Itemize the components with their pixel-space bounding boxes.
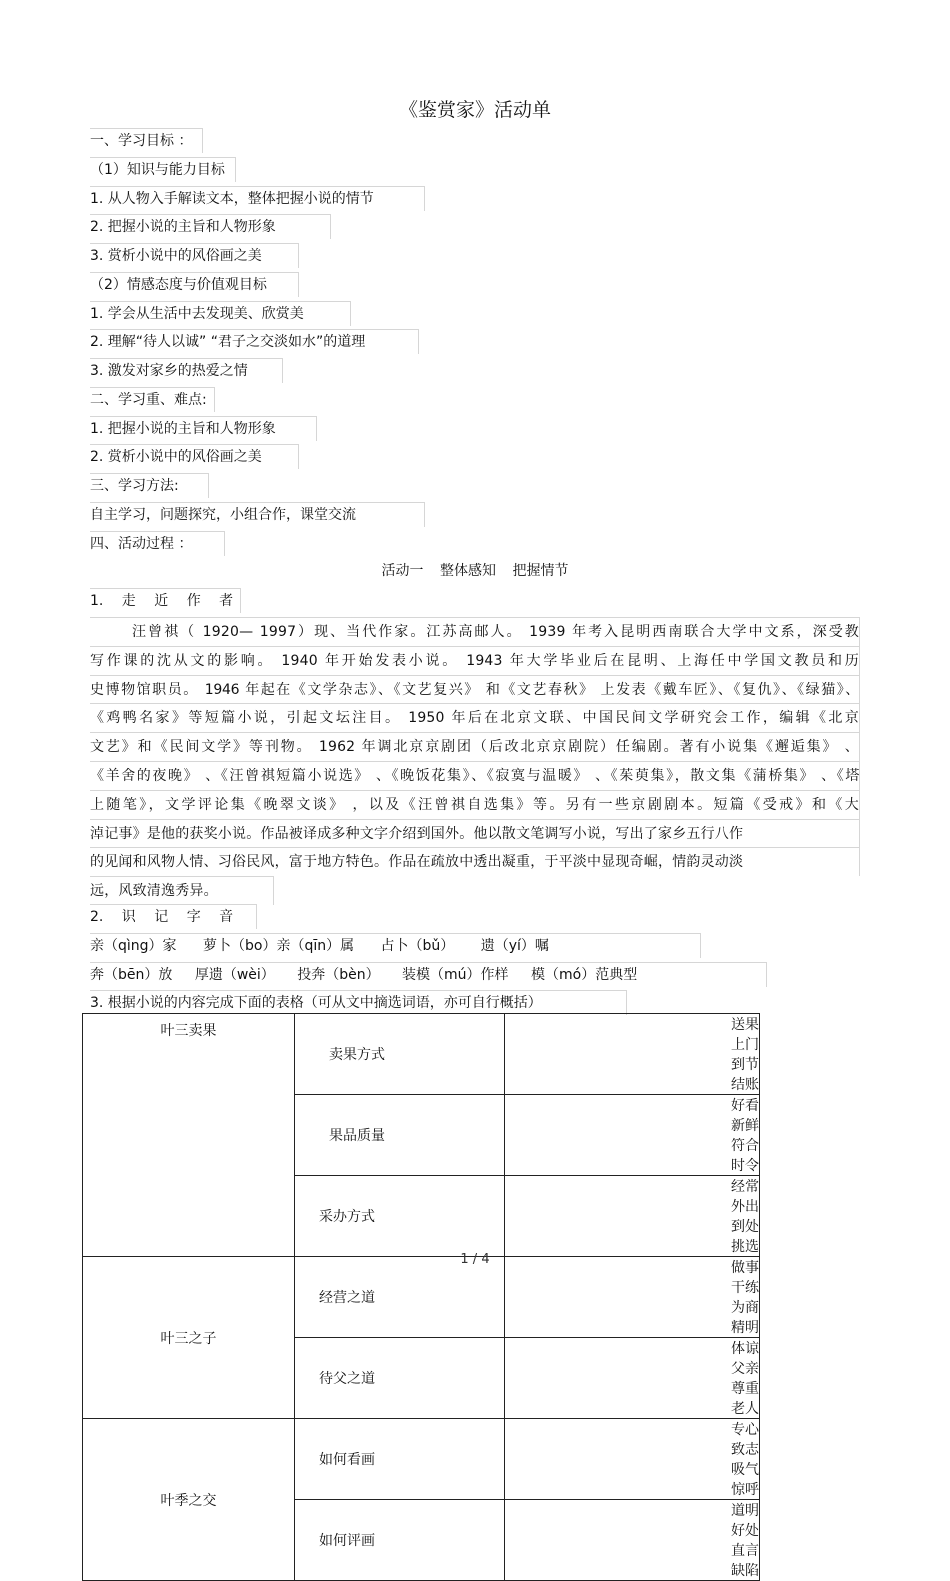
paragraph-line: 史博物馆职员。 1946 年起在《文学杂志》、《文艺复兴》 和《文艺春秋》 上发表《戴车匠》、《复仇》、《绿猫》、 [90, 675, 860, 704]
key-point-item: 2. 赏析小说中的风俗画之美 [90, 444, 299, 469]
table-answer-cell: 送果上门 到节结账 [505, 1014, 760, 1095]
methods-text: 自主学习，问题探究，小组合作，课堂交流 [90, 502, 425, 527]
section-pronunciation: 2. 识 记 字 音 [90, 904, 257, 929]
key-point-item: 1. 把握小说的主旨和人物形象 [90, 416, 317, 441]
table-row [83, 1419, 760, 1500]
paragraph-line: 上随笔》，文学评论集《晚翠文谈》 ，以及《汪曾祺自选集》等。另有一些京剧剧本。短篇《受戒》和《大 [90, 790, 860, 819]
objective-item: 1. 从人物入手解读文本，整体把握小说的情节 [90, 186, 425, 211]
table-answer-cell: 专心致志 吸气惊呼 [505, 1419, 760, 1500]
paragraph-line: 汪曾祺（ 1920— 1997）现、当代作家。江苏高邮人。 1939 年考入昆明西南联合大学中文系，深受教 [90, 617, 860, 646]
table-aspect-cell: 卖果方式 [295, 1014, 505, 1095]
objective-item: 3. 激发对家乡的热爱之情 [90, 358, 283, 383]
table-answer-cell: 经常外出 到处挑选 [505, 1176, 760, 1257]
paragraph-line: 《羊舍的夜晚》 、《汪曾祺短篇小说选》 、《晚饭花集》、《寂寞与温暖》 、《茱萸集》，散文集《蒲桥集》 、《塔 [90, 761, 860, 790]
section-author: 1. 走 近 作 者 [90, 588, 241, 613]
table-group-cell: 叶季之交 [83, 1419, 295, 1581]
table-aspect-cell: 经营之道 [295, 1257, 505, 1338]
table-answer-cell: 好看新鲜 符合时令 [505, 1095, 760, 1176]
pronunciation-line-1: 亲（qìng）家 萝卜（bo）亲（qīn）属 占卜（bǔ） 遗（yí）嘱 [90, 933, 701, 958]
table-group-cell: 叶三卖果 [83, 1014, 295, 1257]
table-aspect-cell: 果品质量 [295, 1095, 505, 1176]
paragraph-line: 写作课的沈从文的影响。 1940 年开始发表小说。 1943 年大学毕业后在昆明、上海任中学国文教员和历 [90, 646, 860, 675]
objective-item: 3. 赏析小说中的风俗画之美 [90, 243, 299, 268]
paragraph-line: 淖记事》是他的获奖小说。作品被译成多种文字介绍到国外。他以散文笔调写小说，写出了家乡五行八作 [90, 819, 860, 848]
paragraph-line: 远，风致清逸秀异。 [90, 876, 274, 905]
author-paragraph [90, 617, 860, 905]
paragraph-line: 《鸡鸭名家》等短篇小说，引起文坛注目。 1950 年后在北京文联、中国民间文学研究会工作，编辑《北京 [90, 703, 860, 732]
objective-item: 1. 学会从生活中去发现美、欣赏美 [90, 301, 351, 326]
page-number: 1 / 4 [460, 1252, 490, 1267]
table-row [83, 1014, 760, 1095]
table-row [83, 1257, 760, 1338]
pronunciation-line-2: 奔（bēn）放 厚遗（wèi） 投奔（bèn） 装模（mú）作样 模（mó）范典型 [90, 962, 767, 987]
table-aspect-cell: 如何评画 [295, 1500, 505, 1581]
paragraph-line: 文艺》和《民间文学》等刊物。 1962 年调北京京剧团（后改北京京剧院）任编剧。著有小说集《邂逅集》 、 [90, 732, 860, 761]
summary-table [82, 1013, 760, 1581]
heading-key-points: 二、学习重、难点: [90, 387, 215, 412]
objective-group-2: （2）情感态度与价值观目标 [90, 272, 299, 297]
section-table-instruction: 3. 根据小说的内容完成下面的表格（可从文中摘选词语，亦可自行概括） [90, 990, 627, 1015]
table-answer-cell: 体谅父亲 尊重老人 [505, 1338, 760, 1419]
paragraph-line: 的见闻和风物人情、习俗民风，富于地方特色。作品在疏放中透出凝重，于平淡中显现奇崛，情韵灵动淡 [90, 847, 860, 876]
table-group-cell: 叶三之子 [83, 1257, 295, 1419]
objective-item: 2. 理解“待人以诚” “君子之交淡如水”的道理 [90, 329, 419, 354]
objective-item: 2. 把握小说的主旨和人物形象 [90, 214, 331, 239]
heading-process: 四、活动过程 ： [90, 531, 225, 556]
heading-objectives: 一、学习目标 ： [90, 128, 203, 153]
heading-methods: 三、学习方法: [90, 473, 209, 498]
document-title: 《鉴赏家》活动单 [398, 99, 551, 121]
objective-group-1: （1）知识与能力目标 [90, 157, 236, 182]
activity-title: 活动一 整体感知 把握情节 [381, 563, 569, 579]
table-answer-cell: 道明好处 直言缺陷 [505, 1500, 760, 1581]
table-aspect-cell: 采办方式 [295, 1176, 505, 1257]
table-aspect-cell: 待父之道 [295, 1338, 505, 1419]
table-aspect-cell: 如何看画 [295, 1419, 505, 1500]
table-answer-cell: 做事干练 为商精明 [505, 1257, 760, 1338]
